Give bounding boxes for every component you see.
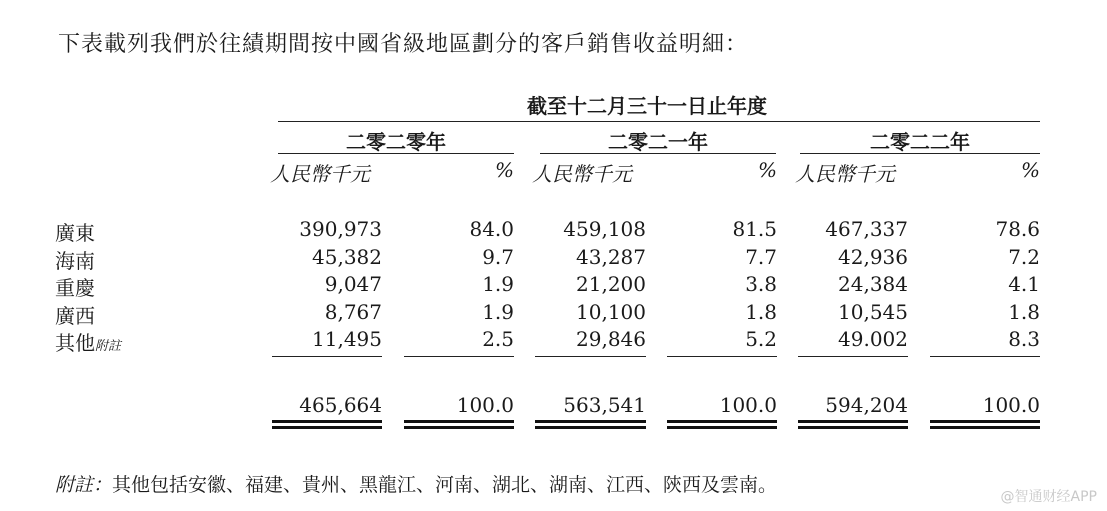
cell-guangxi-2020-pct: 1.9: [482, 300, 514, 324]
footnote-text: 其他包括安徽、福建、貴州、黑龍江、河南、湖北、湖南、江西、陝西及雲南。: [112, 474, 778, 496]
cell-guangdong-2020-amount: 390,973: [299, 217, 382, 241]
cell-hainan-2021-pct: 7.7: [745, 245, 777, 269]
unit-header-2022: 人民幣千元: [795, 162, 895, 186]
cell-hainan-2020-pct: 9.7: [482, 245, 514, 269]
cell-others-2020-amount: 11,495: [312, 327, 382, 351]
cell-guangxi-2020-amount: 8,767: [324, 300, 382, 324]
total-2021-amount: 563,541: [563, 393, 646, 417]
total-2021-pct: 100.0: [719, 393, 777, 417]
cell-chongqing-2020-pct: 1.9: [482, 272, 514, 296]
cell-others-2022-amount: 49.002: [838, 327, 908, 351]
cell-guangxi-2022-amount: 10,545: [838, 300, 908, 324]
cell-hainan-2022-amount: 42,936: [838, 245, 908, 269]
unit-header-2021: 人民幣千元: [532, 162, 632, 186]
subtotal-rule: [404, 356, 514, 357]
cell-guangdong-2022-amount: 467,337: [825, 217, 908, 241]
total-2022-pct: 100.0: [982, 393, 1040, 417]
total-double-rule: [798, 420, 908, 429]
cell-guangxi-2021-pct: 1.8: [745, 300, 777, 324]
total-2020-pct: 100.0: [456, 393, 514, 417]
cell-others-2021-pct: 5.2: [745, 327, 777, 351]
cell-guangdong-2021-pct: 81.5: [732, 217, 777, 241]
period-rule: [278, 121, 1040, 122]
cell-chongqing-2022-amount: 24,384: [838, 272, 908, 296]
row-label-others-note-mark: 附註: [95, 339, 122, 354]
total-2022-amount: 594,204: [825, 393, 908, 417]
footnote-lead: 附註：: [55, 474, 113, 496]
watermark: @智通财经APP: [1000, 489, 1097, 505]
year-rule-2022: [800, 153, 1040, 154]
period-header: 截至十二月三十一日止年度: [527, 94, 767, 118]
total-double-rule: [535, 420, 646, 429]
cell-hainan-2022-pct: 7.2: [1008, 245, 1040, 269]
total-double-rule: [272, 420, 382, 429]
cell-guangdong-2020-pct: 84.0: [469, 217, 514, 241]
subtotal-rule: [535, 356, 646, 357]
year-header-2021: 二零二一年: [608, 130, 708, 154]
cell-guangdong-2022-pct: 78.6: [995, 217, 1040, 241]
cell-chongqing-2022-pct: 4.1: [1008, 272, 1040, 296]
year-rule-2021: [540, 153, 776, 154]
cell-others-2021-amount: 29,846: [576, 327, 646, 351]
unit-header-2020: 人民幣千元: [270, 162, 370, 186]
cell-hainan-2020-amount: 45,382: [312, 245, 382, 269]
row-label-guangxi: 廣西: [55, 304, 95, 328]
row-label-hainan: 海南: [55, 249, 95, 273]
row-label-chongqing: 重慶: [55, 276, 95, 300]
total-double-rule: [404, 420, 514, 429]
row-label-others: [55, 327, 121, 356]
pct-header-2022: %: [1020, 158, 1040, 182]
pct-header-2021: %: [757, 158, 777, 182]
row-label-others-text: 其他: [55, 331, 95, 355]
subtotal-rule: [798, 356, 908, 357]
subtotal-rule: [667, 356, 777, 357]
cell-guangdong-2021-amount: 459,108: [563, 217, 646, 241]
cell-hainan-2021-amount: 43,287: [576, 245, 646, 269]
subtotal-rule: [930, 356, 1040, 357]
pct-header-2020: %: [494, 158, 514, 182]
footnote: [55, 470, 777, 497]
cell-chongqing-2021-pct: 3.8: [745, 272, 777, 296]
year-rule-2020: [278, 153, 514, 154]
cell-others-2020-pct: 2.5: [482, 327, 514, 351]
total-double-rule: [930, 420, 1040, 429]
cell-others-2022-pct: 8.3: [1008, 327, 1040, 351]
row-label-guangdong: 廣東: [55, 221, 95, 245]
cell-guangxi-2021-amount: 10,100: [576, 300, 646, 324]
total-2020-amount: 465,664: [299, 393, 382, 417]
year-header-2022: 二零二二年: [870, 130, 970, 154]
intro-text: 下表載列我們於往績期間按中國省級地區劃分的客戶銷售收益明細：: [58, 32, 749, 57]
subtotal-rule: [272, 356, 382, 357]
cell-chongqing-2021-amount: 21,200: [576, 272, 646, 296]
cell-chongqing-2020-amount: 9,047: [324, 272, 382, 296]
total-double-rule: [667, 420, 777, 429]
cell-guangxi-2022-pct: 1.8: [1008, 300, 1040, 324]
year-header-2020: 二零二零年: [346, 130, 446, 154]
